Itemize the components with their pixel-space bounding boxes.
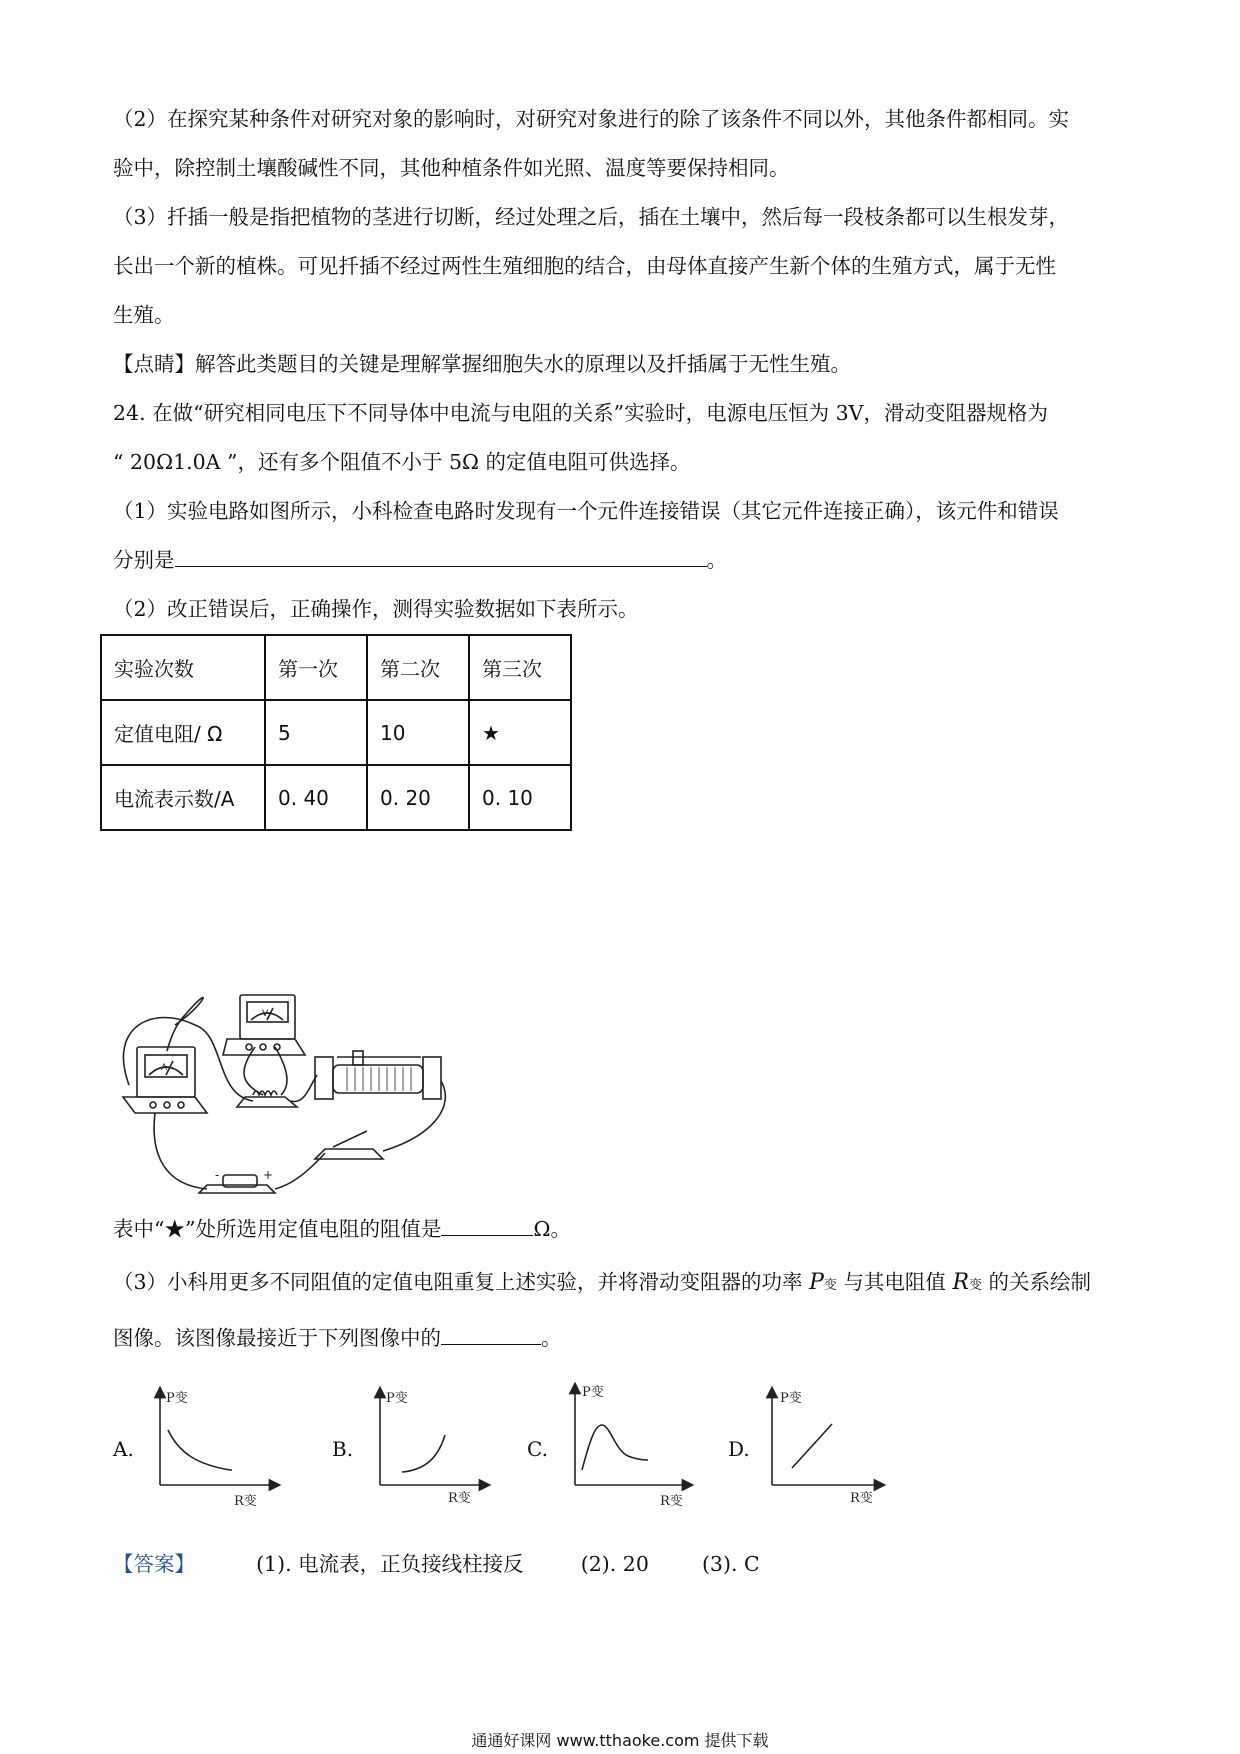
question-continued	[113, 1205, 1133, 1363]
table-cell: 电流表示数/A	[101, 765, 265, 830]
table-cell: 第三次	[469, 635, 571, 700]
answer-tag: 【答案】	[113, 1552, 195, 1576]
question-1-line: 分别是 。	[113, 536, 1133, 585]
option-d-x-label: R变	[850, 1491, 873, 1506]
option-d-curve	[792, 1424, 832, 1468]
answer-line	[113, 1540, 1133, 1589]
circuit-diagram	[115, 985, 485, 1205]
switch-base	[315, 1149, 383, 1159]
table-cell: 0. 20	[367, 765, 469, 830]
answer-3: (3). C	[701, 1552, 760, 1576]
option-graphs	[140, 1380, 900, 1515]
battery-plus-label: +	[263, 1168, 274, 1182]
option-b-curve	[402, 1435, 445, 1472]
table-cell: 0. 10	[469, 765, 571, 830]
option-b-x-label: R变	[448, 1491, 471, 1506]
voltmeter-label: V	[262, 1009, 269, 1019]
option-c-x-label: R变	[660, 1494, 683, 1509]
switch-lever	[333, 1131, 367, 1147]
question-2-intro: （2）改正错误后，正确操作，测得实验数据如下表所示。	[113, 597, 639, 621]
question-stem-line: 24. 在做“研究相同电压下不同导体中电流与电阻的关系”实验时，电源电压恒为 3V，滑动变阻器规格为	[113, 401, 1048, 425]
battery-minus-label: -	[215, 1168, 220, 1182]
voltmeter-base	[223, 1039, 305, 1055]
rheostat-slider	[353, 1051, 363, 1065]
data-table	[100, 634, 572, 831]
table-cell: 第一次	[265, 635, 367, 700]
option-d-y-label: P变	[780, 1391, 802, 1406]
comment-line: 【点睛】解答此类题目的关键是理解掌握细胞失水的原理以及扦插属于无性生殖。	[113, 352, 851, 376]
rheostat-end-right	[423, 1057, 441, 1099]
table-cell: 实验次数	[101, 635, 265, 700]
answer-blank[interactable]	[175, 544, 707, 567]
rheostat-coil	[333, 1065, 423, 1093]
explanation-block	[113, 95, 1133, 634]
ammeter-label: A	[161, 1063, 168, 1073]
explanation-line: （3）扦插一般是指把植物的茎进行切断，经过处理之后，插在土壤中，然后每一段枝条都可以生根发芽，	[113, 205, 1070, 229]
ammeter-base	[123, 1097, 207, 1113]
explanation-line: 长出一个新的植株。可见扦插不经过两性生殖细胞的结合，由母体直接产生新个体的生殖方式，属于无性	[113, 254, 1056, 278]
rheostat-end-left	[315, 1057, 333, 1099]
option-a-label: A.	[113, 1437, 134, 1461]
battery-holder	[199, 1185, 275, 1193]
table-cell: ★	[469, 700, 571, 765]
question-2-star-line: 表中“★”处所选用定值电阻的阻值是 Ω。	[113, 1205, 1133, 1254]
question-stem-line: “ 20Ω1.0A ”，还有多个阻值不小于 5Ω 的定值电阻可供选择。	[113, 450, 691, 474]
question-3-line: 图像。该图像最接近于下列图像中的 。	[113, 1314, 1133, 1363]
option-c-y-label: P变	[582, 1385, 604, 1400]
explanation-line: （2）在探究某种条件对研究对象的影响时，对研究对象进行的除了该条件不同以外，其他条件都相同。实	[113, 107, 1070, 131]
option-a-y-label: P变	[166, 1391, 188, 1406]
answer-blank[interactable]	[441, 1322, 541, 1345]
option-b-y-label: P变	[386, 1391, 408, 1406]
table-row	[101, 765, 571, 830]
option-c-curve	[582, 1425, 648, 1470]
answer-1: (1). 电流表，正负接线柱接反	[256, 1552, 524, 1576]
table-cell: 5	[265, 700, 367, 765]
table-cell: 第二次	[367, 635, 469, 700]
table-cell: 0. 40	[265, 765, 367, 830]
answer-blank[interactable]	[441, 1213, 533, 1236]
table-cell: 定值电阻/ Ω	[101, 700, 265, 765]
option-a-curve	[168, 1430, 232, 1470]
option-b-label: B.	[332, 1437, 354, 1461]
explanation-line: 验中，除控制土壤酸碱性不同，其他种植条件如光照、温度等要保持相同。	[113, 156, 790, 180]
answer-2: (2). 20	[580, 1552, 649, 1576]
option-c-label: C.	[527, 1437, 548, 1461]
option-d-label: D.	[728, 1437, 750, 1461]
table-row	[101, 635, 571, 700]
question-3-line: （3）小科用更多不同阻值的定值电阻重复上述实验，并将滑动变阻器的功率 P变 与其电阻值 R变 的关系绘制	[113, 1270, 1092, 1295]
option-a-x-label: R变	[234, 1494, 257, 1509]
explanation-line: 生殖。	[113, 303, 175, 327]
page-footer: 通通好课网 www.tthaoke.com 提供下载	[471, 1731, 769, 1750]
question-1-line: （1）实验电路如图所示，小科检查电路时发现有一个元件连接错误（其它元件连接正确），该元件和错误	[113, 499, 1059, 523]
table-row	[101, 700, 571, 765]
table-cell: 10	[367, 700, 469, 765]
